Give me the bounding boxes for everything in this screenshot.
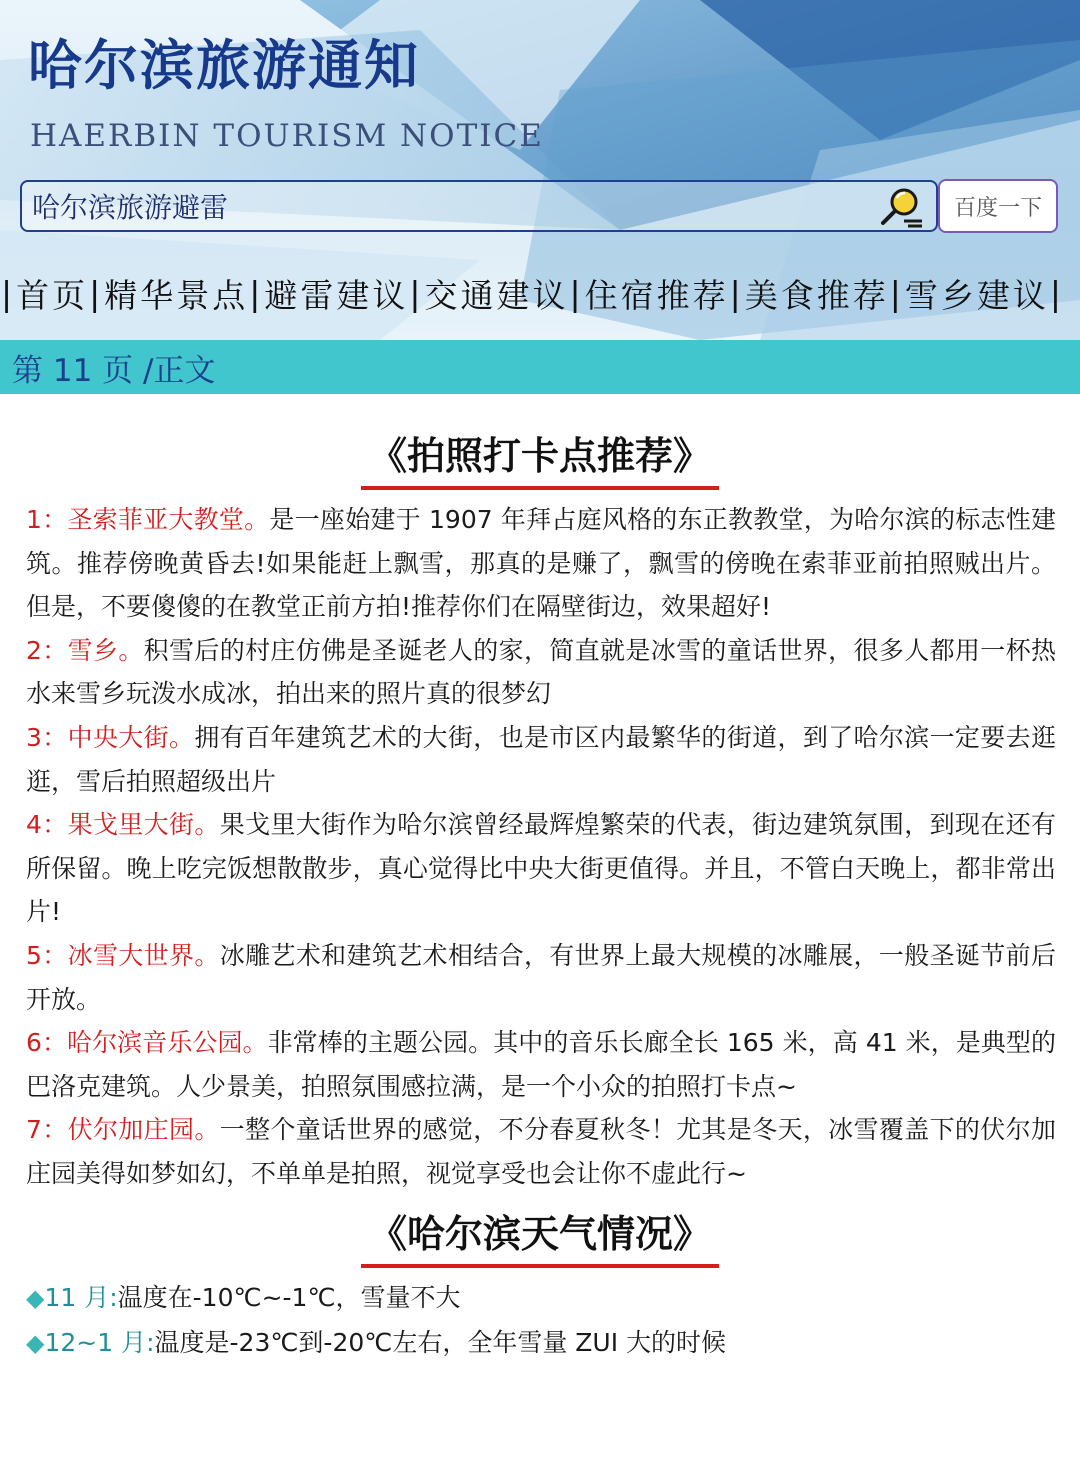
nav-item-lodging[interactable]: 住宿推荐 [584,275,729,315]
nav-separator: | [249,273,264,313]
list-item [26,498,1056,629]
section-heading-text: 《哈尔滨天气情况》 [361,1208,719,1268]
site-subtitle: HAERBIN TOURISM NOTICE [30,118,544,154]
spot-name: 4：果戈里大街。 [26,810,220,840]
list-item [26,629,1056,716]
section-heading-weather [0,1208,1080,1268]
magnifier-icon[interactable] [878,185,924,229]
nav-separator: | [1049,273,1064,313]
spot-name: 7：伏尔加庄园。 [26,1115,220,1145]
list-item [26,1321,1056,1366]
list-item [26,803,1056,934]
nav-bar [0,266,1080,320]
nav-item-transport[interactable]: 交通建议 [424,275,569,315]
search-bar [20,180,938,232]
spot-description: 是一座始建于 1907 年拜占庭风格的东正教教堂，为哈尔滨的标志性建筑。推荐傍晚黄昏去!如果能赶上飘雪，那真的是赚了，飘雪的傍晚在索菲亚前拍照贼出片。但是，不要傻傻的在教堂正前方拍!推荐你们在隔壁街边，效果超好! [26,505,1056,622]
section-heading-photo-spots [0,430,1080,490]
weather-description: 温度是-23℃到-20℃左右，全年雪量 ZUI 大的时候 [154,1327,727,1357]
weather-month: 11 月: [44,1283,118,1312]
nav-separator: | [1,273,16,313]
spot-description: 一整个童话世界的感觉，不分春夏秋冬！尤其是冬天，冰雪覆盖下的伏尔加庄园美得如梦如幻，不单单是拍照，视觉享受也会让你不虚此行~ [26,1115,1056,1188]
spot-description: 冰雕艺术和建筑艺术相结合，有世界上最大规模的冰雕展，一般圣诞节前后开放。 [26,940,1056,1014]
nav-separator: | [409,273,424,313]
spot-name: 5：冰雪大世界。 [26,940,220,970]
header-banner [0,0,1080,340]
spot-description: 积雪后的村庄仿佛是圣诞老人的家，简直就是冰雪的童话世界，很多人都用一杯热水来雪乡玩泼水成冰，拍出来的照片真的很梦幻 [26,635,1056,709]
section-heading-text: 《拍照打卡点推荐》 [361,430,719,490]
diamond-bullet-icon: ◆ [26,1328,45,1357]
search-input[interactable] [32,186,852,226]
nav-item-pitfalls[interactable]: 避雷建议 [264,275,409,315]
nav-separator: | [569,273,584,313]
page-indicator: 第 11 页 /正文 [12,352,216,389]
list-item [26,1108,1056,1195]
photo-spot-list [26,498,1056,1196]
spot-name: 1：圣索菲亚大教堂。 [26,505,270,534]
list-item [26,1021,1056,1108]
nav-item-snow-town[interactable]: 雪乡建议 [904,275,1049,315]
nav-item-food[interactable]: 美食推荐 [744,275,889,315]
nav-separator: | [89,273,104,313]
spot-name: 6：哈尔滨音乐公园。 [26,1028,268,1058]
list-item [26,934,1056,1021]
weather-list [26,1276,1056,1365]
page-indicator-bar [0,340,1080,394]
spot-name: 2：雪乡。 [26,635,144,665]
nav-item-attractions[interactable]: 精华景点 [104,275,249,315]
weather-description: 温度在-10℃~-1℃，雪量不大 [117,1283,461,1312]
nav-separator: | [729,273,744,313]
spot-description: 果戈里大街作为哈尔滨曾经最辉煌繁荣的代表，街边建筑氛围，到现在还有所保留。晚上吃完饭想散散步，真心觉得比中央大街更值得。并且，不管白天晚上，都非常出片! [26,810,1056,927]
spot-description: 非常棒的主题公园。其中的音乐长廊全长 165 米，高 41 米，是典型的巴洛克建筑。人少景美，拍照氛围感拉满，是一个小众的拍照打卡点~ [26,1028,1056,1101]
diamond-bullet-icon: ◆ [26,1284,45,1312]
nav-separator: | [889,273,904,313]
list-item [26,716,1056,803]
spot-name: 3：中央大街。 [26,722,195,752]
site-title: 哈尔滨旅游通知 [28,34,420,97]
weather-month: 12~1 月: [44,1327,155,1357]
list-item [26,1276,1056,1321]
spot-description: 拥有百年建筑艺术的大街，也是市区内最繁华的街道，到了哈尔滨一定要去逛逛，雪后拍照超级出片 [26,722,1056,796]
nav-item-home[interactable]: 首页 [16,275,89,315]
search-button[interactable]: 百度一下 [938,179,1058,233]
